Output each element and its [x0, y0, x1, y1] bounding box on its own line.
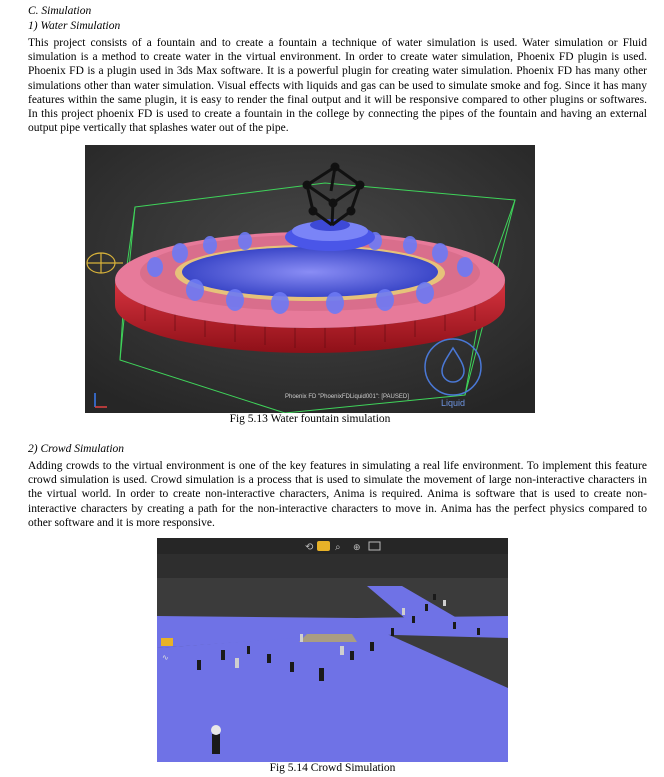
zoom-icon[interactable]: ⌕	[335, 542, 341, 553]
plaza-marker	[299, 634, 357, 642]
crowd-simulation-heading: 2) Crowd Simulation	[28, 443, 125, 455]
figure-5-13-caption: Fig 5.13 Water fountain simulation	[229, 413, 391, 425]
water-simulation-paragraph: This project consists of a fountain and to create a fountain a technique of water simulation is used. Water simulation or Fluid simulation is a method to create water in the virtual environment. In order to create water simulation, Phoenix FD plugin is used. Phoenix FD is a plugin used in 3ds Max software. It is a powerful plugin for creating water simulation. Phoenix FD has many other simulations other than water simulation. Visual effects with liquids and gas can be used to simulate smoke and fog. Since it has many features within the same plugin, it is easy to render the final output and it will be responsive compared to other plugins or softwares. In this project phoenix FD is used to create a fountain in the college by connecting the pipes of the fountain and having an external output pipe vertically that splashes water out of the pipe.	[28, 37, 647, 135]
pan-icon[interactable]	[317, 541, 330, 551]
water-simulation-heading: 1) Water Simulation	[28, 20, 121, 32]
crowd-render	[157, 538, 508, 762]
figure-5-14-caption: Fig 5.14 Crowd Simulation	[269, 762, 396, 774]
simulator-status-text: Phoenix FD "PhoenixFDLiquid001": [PAUSED]	[285, 394, 409, 400]
path-tool-icon[interactable]: ∿	[162, 653, 169, 662]
character-tool-icon[interactable]	[161, 638, 173, 646]
crowd-simulation-paragraph: Adding crowds to the virtual environment is one of the key features in simulating a real life environment. To implement this feature crowd simulation is used. Crowd simulation is a process that is used to simulate the movement of large non-interactive characters in the virtual world. In order to create non-interactive characters, Anima is required. Anima is software that is used to create non-interactive characters by creating a path for the non-interactive characters to move in. Anima has the perfect physics compared to other software and it is more responsive.	[28, 460, 647, 529]
zoom-region-icon[interactable]: ⊕	[353, 543, 361, 553]
liquid-badge-label: Liquid	[440, 398, 466, 408]
section-heading: C. Simulation	[28, 5, 92, 17]
water-fountain-figure	[85, 145, 535, 413]
crowd-simulation-figure	[157, 538, 508, 762]
fountain-render	[85, 145, 535, 413]
orbit-icon[interactable]: ⟲	[305, 542, 314, 553]
